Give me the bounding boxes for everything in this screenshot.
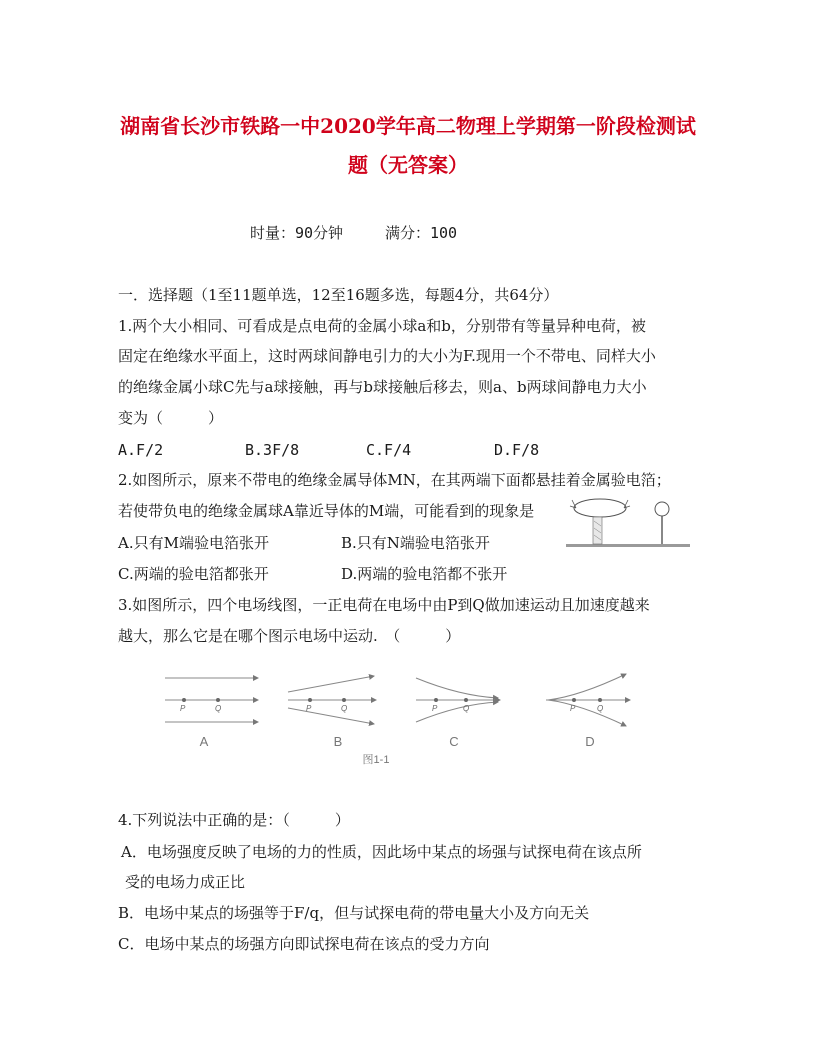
q3-line: 越大，那么它是在哪个图示电场中运动. （ ） bbox=[118, 627, 461, 645]
section-heading: 一．选择题（1至11题单选，12至16题多选，每题4分，共64分） bbox=[118, 286, 559, 304]
panel-b-field bbox=[288, 676, 376, 724]
q2-conductor-figure bbox=[566, 494, 690, 552]
panel-a-p-label: P bbox=[180, 704, 186, 713]
panel-c-p-label: P bbox=[432, 704, 438, 713]
q2-option-a: A.只有M端验电箔张开 bbox=[118, 534, 269, 552]
exam-score: 满分：100 bbox=[385, 224, 458, 242]
q1-line: 固定在绝缘水平面上，这时两球间静电引力的大小为F.现用一个不带电、同样大小 bbox=[118, 347, 656, 365]
q1-line: 1.两个大小相同、可看成是点电荷的金属小球a和b，分别带有等量异种电荷，被 bbox=[118, 317, 646, 335]
panel-a-label: A bbox=[199, 734, 209, 749]
panel-a-q-label: Q bbox=[215, 704, 222, 713]
panel-d-label: D bbox=[585, 734, 595, 749]
leaf-n bbox=[624, 500, 630, 508]
q1-line: 的绝缘金属小球C先与a球接触，再与b球接触后移去，则a、b两球间静电力大小 bbox=[118, 378, 647, 396]
leaf-m bbox=[570, 500, 576, 508]
q1-option-b: B.3F/8 bbox=[245, 441, 300, 459]
q3-field-lines-figure bbox=[160, 660, 640, 770]
figure-caption: 图1-1 bbox=[362, 754, 390, 766]
q4-option-a-cont: 受的电场力成正比 bbox=[125, 873, 246, 891]
q4-stem: 4.下列说法中正确的是：（ ） bbox=[118, 811, 350, 829]
q2-option-c: C.两端的验电箔都张开 bbox=[118, 565, 269, 583]
panel-d-p-label: P bbox=[570, 704, 576, 713]
ground-strip bbox=[566, 544, 690, 547]
panel-c-q-label: Q bbox=[463, 704, 470, 713]
q2-option-b: B.只有N端验电箔张开 bbox=[341, 534, 490, 552]
q1-line: 变为（ ） bbox=[118, 409, 224, 427]
q4-option-a: A．电场强度反映了电场的力的性质，因此场中某点的场强与试探电荷在该点所 bbox=[121, 843, 642, 861]
q1-option-c: C.F/4 bbox=[366, 441, 412, 459]
panel-c-field bbox=[416, 678, 500, 722]
panel-b-label: B bbox=[333, 734, 343, 749]
q1-option-a: A.F/2 bbox=[118, 441, 164, 459]
panel-d-field bbox=[546, 674, 630, 726]
panel-b-p-label: P bbox=[306, 704, 312, 713]
q2-line: 2.如图所示，原来不带电的绝缘金属导体MN，在其两端下面都悬挂着金属验电箔； bbox=[118, 471, 671, 489]
q2-option-d: D.两端的验电箔都不张开 bbox=[341, 565, 508, 583]
panel-b-q-label: Q bbox=[341, 704, 348, 713]
q3-line: 3.如图所示，四个电场线图，一正电荷在电场中由P到Q做加速运动且加速度越来 bbox=[118, 596, 650, 614]
panel-d-q-label: Q bbox=[597, 704, 604, 713]
conductor-mn bbox=[574, 499, 626, 517]
panel-a-field bbox=[165, 678, 258, 722]
q2-line: 若使带负电的绝缘金属球A靠近导体的M端，可能看到的现象是 bbox=[118, 502, 535, 520]
q4-option-b: B．电场中某点的场强等于F/q，但与试探电荷的带电量大小及方向无关 bbox=[118, 904, 590, 922]
page-title-line-1: 湖南省长沙市铁路一中2020学年高二物理上学期第一阶段检测试 bbox=[120, 114, 696, 138]
q1-option-d: D.F/8 bbox=[494, 441, 540, 459]
charged-ball-a bbox=[655, 502, 669, 516]
page-title-line-2: 题（无答案） bbox=[348, 153, 468, 177]
exam-time: 时量：90分钟 bbox=[250, 224, 344, 242]
panel-c-label: C bbox=[449, 734, 459, 749]
q4-option-c: C．电场中某点的场强方向即试探电荷在该点的受力方向 bbox=[118, 935, 490, 953]
